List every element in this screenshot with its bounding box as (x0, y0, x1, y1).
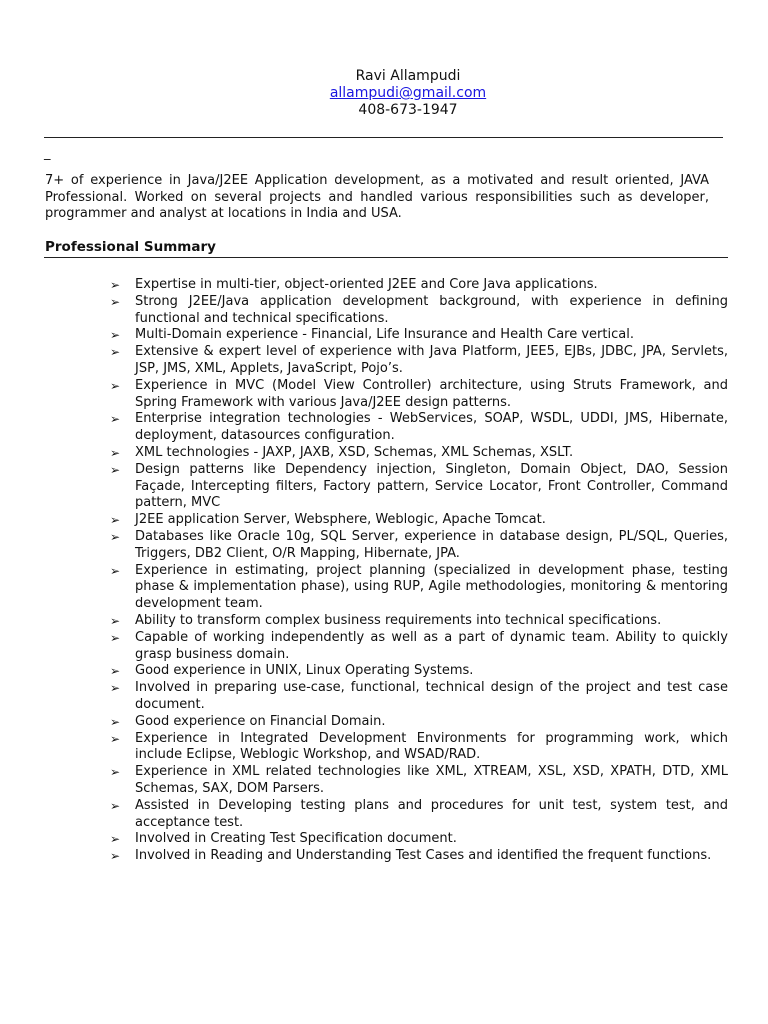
list-item (110, 663, 728, 680)
arrow-bullet-icon: ➢ (110, 731, 121, 746)
list-item (110, 411, 728, 445)
intro-paragraph: 7+ of experience in Java/J2EE Application development, as a motivated and result oriented, JAVA Professional. Worked on several projects and handled various responsibilities such as developer, programmer and analyst at locations in India and USA. (45, 173, 709, 221)
list-item (110, 294, 728, 328)
contact-header (0, 68, 768, 119)
list-item (110, 714, 728, 731)
section-divider (44, 257, 728, 258)
list-item (110, 445, 728, 462)
stray-underscore: _ (44, 146, 51, 161)
candidate-name: Ravi Allampudi (355, 68, 461, 84)
arrow-bullet-icon: ➢ (110, 765, 121, 780)
list-item (110, 529, 728, 563)
bullet-text: Involved in Creating Test Specification document. (135, 831, 457, 847)
bullet-text: Capable of working independently as well as a part of dynamic team. Ability to quickly grasp business domain. (135, 629, 728, 662)
arrow-bullet-icon: ➢ (110, 378, 121, 393)
bullet-text: Enterprise integration technologies - WebServices, SOAP, WSDL, UDDI, JMS, Hibernate, deployment, datasources configuration. (135, 411, 728, 444)
bullet-text: Experience in estimating, project planning (specialized in development phase, testing phase & implementation phase), using RUP, Agile methodologies, monitoring & mentoring development team. (135, 562, 728, 612)
bullet-text: Databases like Oracle 10g, SQL Server, experience in database design, PL/SQL, Queries, Triggers, DB2 Client, O/R Mapping, Hibernate, JPA. (135, 528, 728, 561)
bullet-text: Design patterns like Dependency injection, Singleton, Domain Object, DAO, Session Façade, Intercepting filters, Factory pattern, Service Locator, Front Controller, Command pattern, MVC (135, 461, 728, 511)
bullet-text: Assisted in Developing testing plans and procedures for unit test, system test, and acceptance test. (135, 797, 728, 830)
bullet-text: J2EE application Server, Websphere, Weblogic, Apache Tomcat. (135, 512, 546, 528)
arrow-bullet-icon: ➢ (110, 278, 121, 292)
bullet-text: Good experience on Financial Domain. (135, 713, 386, 729)
bullet-text: Involved in Reading and Understanding Test Cases and identified the frequent functions. (135, 848, 712, 864)
list-item (110, 512, 728, 529)
bullet-text: Involved in preparing use-case, functional, technical design of the project and test case document. (135, 680, 728, 712)
arrow-bullet-icon: ➢ (110, 798, 121, 813)
bullet-text: Ability to transform complex business requirements into technical specifications. (135, 612, 662, 628)
bullet-text: Experience in MVC (Model View Controller) architecture, using Struts Framework, and Spring Framework with various Java/J2EE design patterns. (135, 377, 728, 410)
arrow-bullet-icon: ➢ (110, 328, 121, 343)
arrow-bullet-icon: ➢ (110, 832, 121, 847)
arrow-bullet-icon: ➢ (110, 294, 121, 309)
list-item (110, 344, 728, 378)
arrow-bullet-icon: ➢ (110, 714, 121, 729)
bullet-text: Experience in Integrated Development Environments for programming work, which include Eclipse, Weblogic Workshop, and WSAD/RAD. (135, 730, 728, 763)
list-item (110, 798, 728, 832)
list-item (110, 680, 728, 714)
list-item (110, 462, 728, 512)
bullet-text: Multi-Domain experience - Financial, Life Insurance and Health Care vertical. (135, 327, 634, 343)
arrow-bullet-icon: ➢ (110, 613, 121, 628)
list-item (110, 378, 728, 412)
email-link[interactable]: allampudi@gmail.com (329, 85, 487, 101)
arrow-bullet-icon: ➢ (110, 630, 121, 645)
arrow-bullet-icon: ➢ (110, 412, 121, 427)
bullet-text: Experience in XML related technologies like XML, XTREAM, XSL, XSD, XPATH, DTD, XML Schemas, SAX, DOM Parsers. (135, 764, 728, 796)
list-item (110, 563, 728, 613)
header-divider (44, 137, 723, 138)
bullet-text: Expertise in multi-tier, object-oriented J2EE and Core Java applications. (135, 277, 598, 292)
phone-number: 408-673-1947 (358, 102, 458, 118)
list-item (110, 630, 728, 664)
arrow-bullet-icon: ➢ (110, 462, 121, 477)
section-title-professional-summary: Professional Summary (45, 239, 216, 255)
arrow-bullet-icon: ➢ (110, 681, 121, 696)
bullet-text: Extensive & expert level of experience with Java Platform, JEE5, EJBs, JDBC, JPA, Servlets, JSP, JMS, XML, Applets, JavaScript, Pojo’s. (135, 344, 728, 376)
arrow-bullet-icon: ➢ (110, 563, 121, 578)
arrow-bullet-icon: ➢ (110, 664, 121, 679)
arrow-bullet-icon: ➢ (110, 529, 121, 544)
list-item (110, 277, 728, 294)
list-item (110, 731, 728, 765)
bullet-text: Good experience in UNIX, Linux Operating Systems. (135, 663, 474, 679)
arrow-bullet-icon: ➢ (110, 513, 121, 528)
arrow-bullet-icon: ➢ (110, 445, 121, 460)
arrow-bullet-icon: ➢ (110, 849, 121, 864)
list-item (110, 327, 728, 344)
bullet-text: Strong J2EE/Java application development background, with experience in defining functional and technical specifications. (135, 293, 728, 326)
list-item (110, 848, 728, 865)
list-item (110, 613, 728, 630)
list-item (110, 831, 728, 848)
list-item (110, 764, 728, 798)
summary-bullet-list (110, 277, 728, 865)
bullet-text: XML technologies - JAXP, JAXB, XSD, Schemas, XML Schemas, XSLT. (135, 444, 574, 460)
arrow-bullet-icon: ➢ (110, 345, 121, 360)
